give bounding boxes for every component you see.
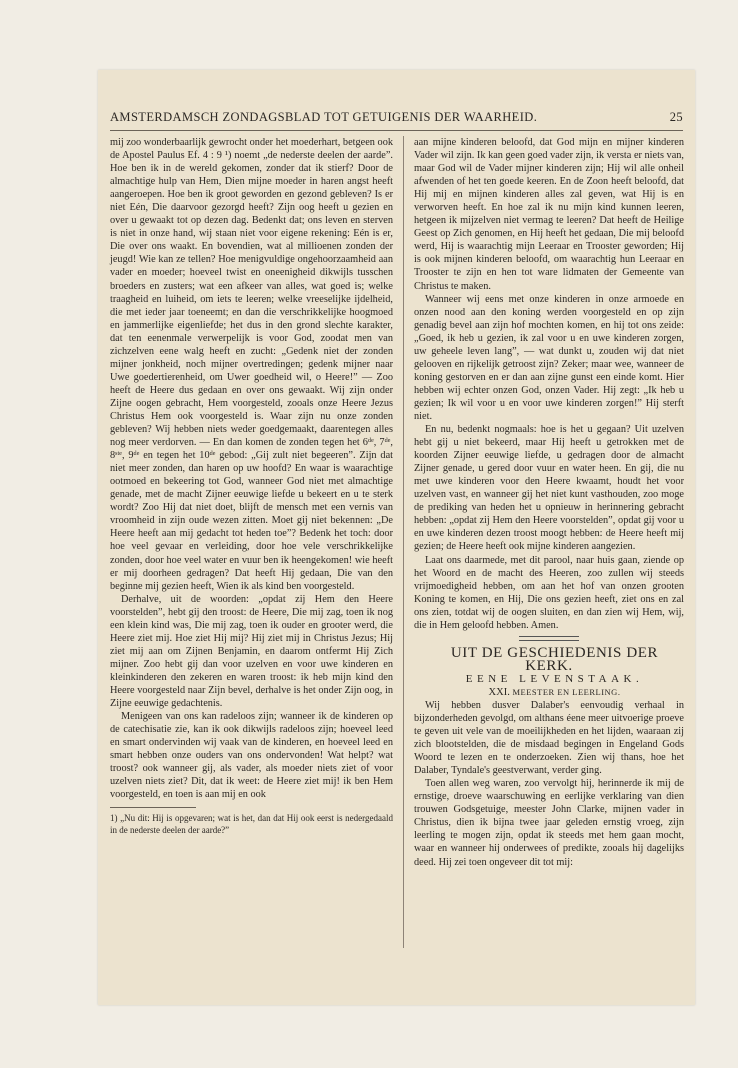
journal-title: AMSTERDAMSCH ZONDAGSBLAD TOT GETUIGENIS DER WAARHEID.	[110, 110, 538, 124]
chapter-heading	[414, 686, 684, 699]
paragraph: Menigeen van ons kan radeloos zijn; wanneer ik de kinderen op de catechisatie zie, kan ik ook dikwijls radeloos zijn; hoeveel leed en smart ondervinden wij vaak van de kinderen, en hoeveel leed en smart hebben onze ouders van ons ondervonden! Wat helpt? wat troost? ook wanneer gij, als vader, als moeder niets ziet of voor uzelven niets ziet? Dit, dat ik weet: de Heere ziet mij! ik ben Hem voorgesteld, en toen is aan mij en ook	[110, 711, 393, 801]
paragraph: Toen allen weg waren, zoo vervolgt hij, herinnerde ik mij de ernstige, droeve waarschuwing en eerlijke verklaring van dien trouwen Godsgetuige, meester John Clarke, mijnen vader in Christus, dien ik bijna twee jaar geleden ernstig vroeg, zijn leerling te mogen zijn, opdat ik steeds met hem gaan mocht, waar en wanneer hij onderwees of predikte, zooals hij dagelijks deed. Hij zei toen ongeveer dit tot mij:	[414, 778, 684, 868]
right-column	[414, 136, 684, 948]
left-column	[110, 136, 393, 948]
section-title: UIT DE GESCHIEDENIS DER KERK.	[450, 644, 659, 674]
page-number: 25	[669, 110, 683, 124]
running-header	[110, 108, 683, 131]
column-divider	[403, 136, 404, 948]
paragraph: Wij hebben dusver Dalaber's eenvoudig verhaal in bijzonderheden gevolgd, om althans éene meer uitvoerige proeve te geven uit vele van de moeilijkheden en het lijden, waaraan zij zich blootstelden, die de misdaad begingen in Engeland Gods Woord te lezen en te onderzoeken. Zien wij thans, hoe het Dalaber, Tyndale's geestverwant, verder ging.	[414, 699, 684, 777]
section-subtitle: EENE LEVENSTAAK.	[465, 672, 644, 685]
paragraph: Wanneer wij eens met onze kinderen in onze armoede en onzen nood aan den koning werden voorgesteld en op zijn genadig bevel aan zijn hof mochten komen, en hij tot ons zeide: „Goed, ik heb u gezien, ik zal voor u en uwe kinderen zorgen, uw geheele leven lang”, — wat dunkt u, zouden wij dat niet gelooven en rijkelijk getroost zijn? Zeker; maar wee, wanneer de koning gestorven en er dan aan zijne gunst een einde komt. Hier hebben wij echter onzen God, onzen Vader. Hij zegt: „Ik heb u gezien; Ik wil voor u en voor uwe kinderen zorgen!” Hij sterft niet.	[414, 293, 684, 422]
paragraph: mij zoo wonderbaarlijk gewrocht onder het moederhart, betgeen ook de Apostel Paulus Ef. 4 : 9 ¹) noemt „de nederste deelen der aarde”. Hoe ben ik in de wereld gekomen, zonder dat ik stierf? Door de almachtige hulp van Hem, Dien mijne moeder in haren angst heeft aangeroepen. Hoe ben ik groot geworden en gezond gebleven? Is er niet Eén, Die daarvoor gezorgd heeft? Zijn oog heeft u gezien en over u gewaakt tot op dezen dag. Bedenkt dat; ons leven en sterven is niet in onze hand, wij staan niet voor eigene rekening: Eén is er, Die over ons waakt. En bovendien, wat al millioenen zonden der jeugd! Wie kan ze tellen? Hoe menigvuldige ongehoorzaamheid aan vader en moeder; hoeveel twist en oneenigheid dikwijls tusschen broeders en zusters; wat een afkeer van alles, wat goed is; welke traagheid en luiheid, om iets te leeren; welke vreeselijke ijdelheid, die met ieder jaar toeneemt; en dan die verschrikkelijke hoogmoed en jammerlijke eigenliefde; het dus in den grond slechte karakter, dat ten eenenmale verwerpelijk is voor God, zoodat men van zichzelven eene walg heeft en zucht: „Gedenk niet der zonden mijner jonkheid, noch mijner overtredingen; gedenk mijner naar Uwe goedertierenheid, om Uwer goedheid wil, o Heere!” — Zoo heeft de Heere dus gedaan en over ons gewaakt. Wij zijn onder Zijne oogen gebracht, Hem voorgesteld, zooals onze Heere Jezus Christus Hem ook voorgesteld is. Waar zijn nu onze zonden gebleven? Wij hebben niets weder goedgemaakt, daarentegen alles nog meer verdorven. — En dan komen de zonden tegen het 6ᵈᵉ, 7ᵈᵉ, 8ˢᵗᵉ, 9ᵈᵉ en tegen het 10ᵈᵉ gebod: „Gij zult niet begeeren”. Zijn dat niet meer zonden, dan haren op uw hoofd? En waar is waarachtige ootmoed en bekeering tot God, wanneer God niet met almachtige genade, met de macht Zijner eeuwige liefde u bekeert en u te sterk wordt? Zoo Hij dat niet doet, blijft de mensch met een vernis van vroomheid in zijn oude wezen zitten. Moet gij niet bekennen: „De Heere heeft aan mij gedacht tot heden toe”? Bedenk het toch: door hoe veel gevaar en verleiding, door hoe vele verschrikkelijke zonden, door hoe veel water en vuur ben ik heengekomen! wie heeft er mij doorheen gedragen? Dat heeft Hij gedaan, Die van den beginne mij gezien heeft, Wien ik als kind ben voorgesteld.	[110, 137, 393, 592]
paragraph: Laat ons daarmede, met dit parool, naar huis gaan, ziende op het Woord en de macht des Heeren, zoo zullen wij steeds vrijmoedigheid hebben, om aan het hof van onzen grooten Koning te komen, en Hij, Die ons gezien heeft, ziet ons en zal ons zien, totdat wij de oogen sluiten, en dan zien wij Hem, wij, die in Hem geloofd hebben. Amen.	[414, 554, 684, 631]
scanned-page	[98, 70, 695, 1005]
chapter-number: XXI.	[488, 686, 510, 698]
footnote: 1) „Nu dit: Hij is opgevaren; wat is het, dan dat Hij ook eerst is nedergedaald in de nederste deelen der aarde?”	[110, 813, 393, 835]
paragraph: aan mijne kinderen beloofd, dat God mijn en mijner kinderen Vader wil zijn. Ik kan geen goed vader zijn, ik versta er niets van, maar God wil de Vader mijner kinderen zijn; Hij wil alle onheil afwenden of het ten goede keeren. En de Zoon heeft beloofd, dat Hij mij en mijnen kinderen alles zal geven, wat Hij is en verworven heeft. En hoe zal ik nu mijn kind kunnen leeren, hetgeen ik mijzelven niet vermag te leeren? Dat heeft de Heilige Geest op Zich genomen, en Hij heeft het gedaan, Die mij beloofd werd, Hij is waarachtig mijn Leeraar en Trooster geworden; Hij is ook mijnen kinderen beloofd, om waarachtig hun Leeraar en Trooster te zijn en hen tot ware lidmaten der Gemeente van Christus te maken.	[414, 137, 684, 292]
section-ornament	[519, 636, 579, 641]
footnote-rule	[110, 807, 196, 808]
paragraph: En nu, bedenkt nogmaals: hoe is het u gegaan? Uit uzelven hebt gij u niet bekeerd, maar Hij heeft u getrokken met de koorden Zijner eeuwige liefde, u gedragen door de almacht Zijner genade, u gered door vuur en water heen. En gij, die nu met uwe kinderen voor den Heere kwaamt, houdt het voor uzelven vast, en wanneer gij het niet kunt vasthouden, zoo moge de prediking van heden het u opnieuw in herinnering gebracht hebben: „opdat zij Hem den Heere voorstelden”, opdat gij voor u en uwe kinderen dezen troost moogt hebben: de Heere heeft mij gezien; de Heere heeft ook mijne kinderen aangezien.	[414, 424, 684, 553]
chapter-title: MEESTER EN LEERLING.	[512, 686, 621, 697]
paragraph: Derhalve, uit de woorden: „opdat zij Hem den Heere voorstelden”, hebt gij den troost: de Heere, Die mij zag, toen ik nog een klein kind was, Die mij zag, toen ik ouder en grooter werd, die Heere ziet mij. Hoe ziet Hij mij? Hij ziet mij in Christus Jezus; Hij ziet mij aan om Zijnen Benjamin, en daarom ontfermt Hij Zich mijner. Zoo hebt gij dan voor uzelven en voor uwe kinderen en kleinkinderen den zekeren en waren troost: ik heb mijn kind den Heere voorgesteld naar Zijn bevel, derhalve is het onder Zijn oog, in Zijne eeuwige gedachtenis.	[110, 593, 393, 710]
